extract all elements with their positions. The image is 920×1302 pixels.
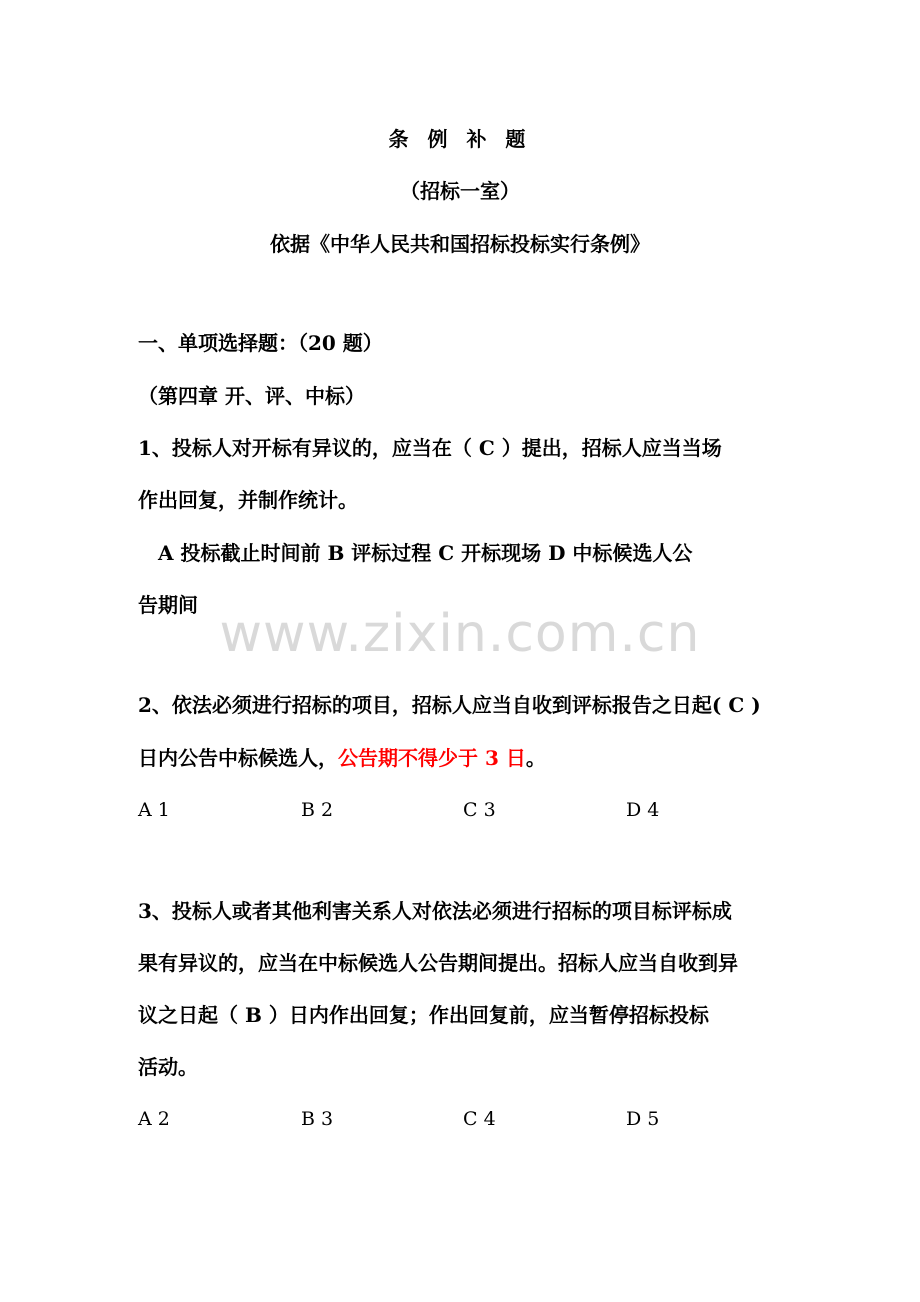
watermark-text: www.zixin.com.cn xyxy=(219,604,701,664)
q2-option-a: A 1 xyxy=(138,799,170,821)
q3-line-2: 果有异议的，应当在中标候选人公告期间提出。招标人应当自收到异 xyxy=(138,951,738,975)
doc-subtitle: （招标一室） xyxy=(400,179,520,203)
q3-line-3: 议之日起（ B ）日内作出回复；作出回复前，应当暂停招标投标 xyxy=(138,1003,709,1027)
q1-options-line-2: 告期间 xyxy=(138,593,198,617)
q1-options-line-1: A 投标截止时间前 B 评标过程 C 开标现场 D 中标候选人公 xyxy=(158,541,693,565)
q2-option-c: C 3 xyxy=(463,799,496,821)
q3-line-4: 活动。 xyxy=(138,1055,198,1079)
q2-line-2-end: 。 xyxy=(525,746,546,770)
q1-line-1: 1、投标人对开标有异议的，应当在（ C ）提出，招标人应当当场 xyxy=(138,436,722,460)
doc-title: 条 例 补 题 xyxy=(388,127,532,151)
q3-line-1: 3、投标人或者其他利害关系人对依法必须进行招标的项目标评标成 xyxy=(138,899,732,923)
q2-option-b: B 2 xyxy=(301,799,334,821)
q3-option-b: B 3 xyxy=(301,1108,334,1130)
q2-line-2-text: 日内公告中标候选人， xyxy=(138,746,338,770)
q3-option-c: C 4 xyxy=(463,1108,496,1130)
q2-line-1: 2、依法必须进行招标的项目，招标人应当自收到评标报告之日起( C ) xyxy=(138,693,761,717)
q1-line-2: 作出回复，并制作统计。 xyxy=(138,488,358,512)
q2-line-2 xyxy=(138,743,546,773)
q3-option-a: A 2 xyxy=(138,1108,170,1130)
chapter-heading: （第四章 开、评、中标） xyxy=(138,384,365,408)
q2-option-d: D 4 xyxy=(626,799,660,821)
q3-option-d: D 5 xyxy=(626,1108,660,1130)
doc-basis: 依据《中华人民共和国招标投标实行条例》 xyxy=(270,232,650,256)
q2-highlight-text: 公告期不得少于 3 日 xyxy=(338,746,526,770)
section-heading: 一、单项选择题：（20 题） xyxy=(138,331,383,355)
